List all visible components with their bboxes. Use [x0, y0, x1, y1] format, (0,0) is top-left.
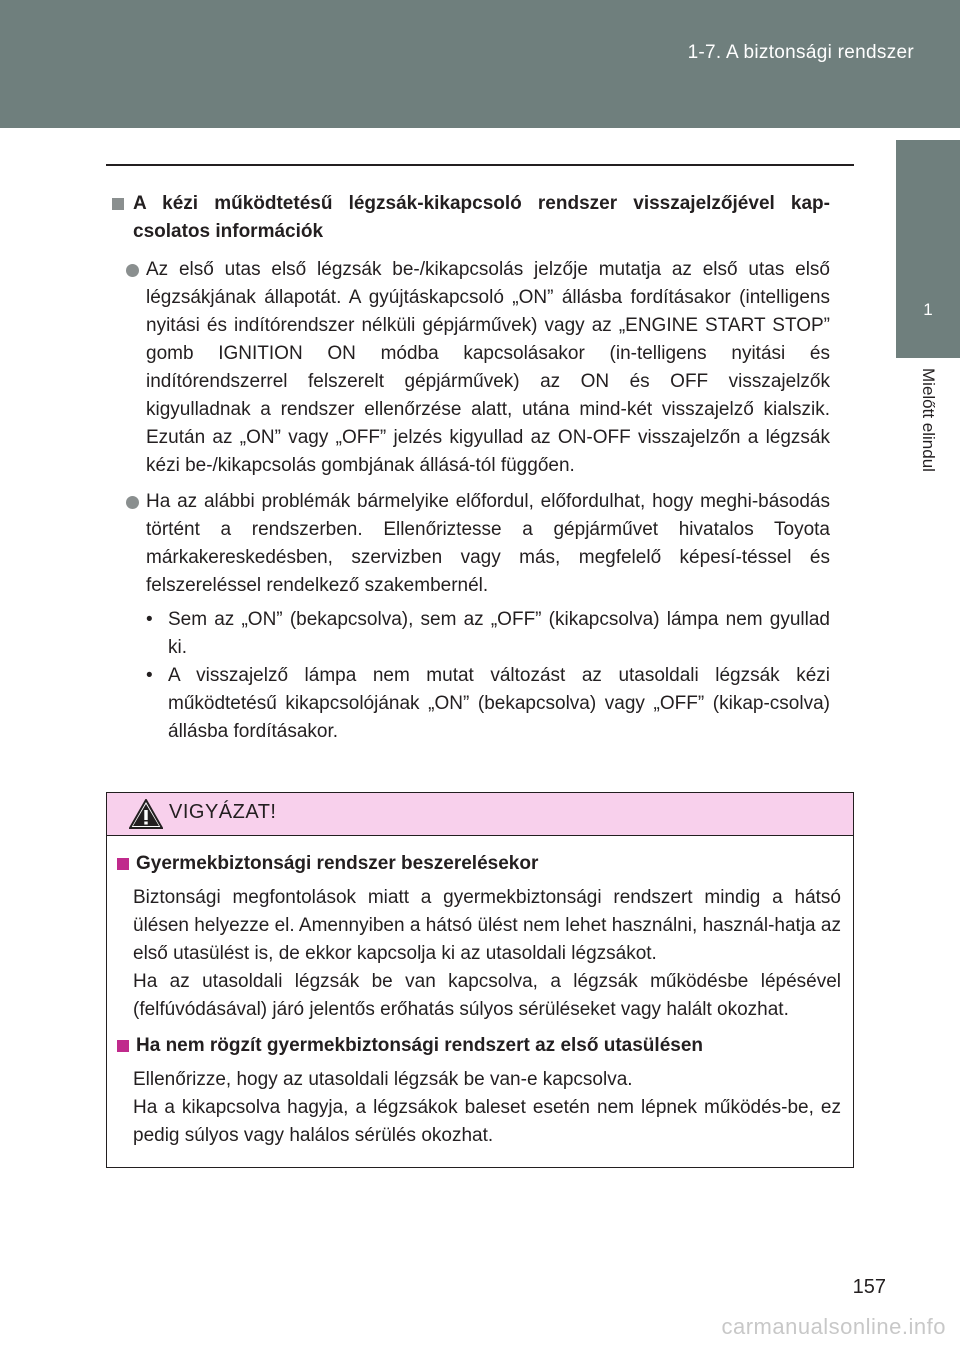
caution-title: VIGYÁZAT!	[169, 801, 277, 823]
watermark: carmanualsonline.info	[721, 1314, 946, 1339]
chapter-label: Mielőtt elindul	[919, 368, 938, 472]
list-item: Ha az alábbi problémák bármelyike előfordul, előfordulhat, hogy meghi-básodás történt a rendszerben. Ellenőriztesse a gépjárművet hivatalos Toyota márkakereskedésben, szervizben vagy más, megfelelő képesí-téssel és felszereléssel rendelkező szakembernél. • Sem az „ON” (bekapcsolva), sem az „OFF” (kikapcsolva) lámpa nem gyullad ki. • A visszajelző lámpa nem mutat változást az utasoldali légzsák kézi működtetésű kikapcsolójának „ON” (bekapcsolva) vagy „OFF” (kikap-csolva) állásba fordításakor.	[126, 488, 830, 746]
circle-bullet-icon	[126, 264, 139, 277]
caution-header	[107, 793, 853, 836]
header-bar	[0, 0, 960, 128]
square-bullet-icon	[112, 198, 124, 210]
list-item: Az első utas első légzsák be-/kikapcsolás jelzője mutatja az első utas első légzsákjának állapotát. A gyújtáskapcsoló „ON” állásba fordításakor (intelligens nyitási és indítórendszer nélküli gépjárművek) vagy az „ENGINE START STOP” gomb IGNITION ON módba kapcsolásakor (in-telligens nyitási és indítórendszerrel felszerelt gépjárművek) az ON és OFF visszajelzők kigyulladnak a rendszer ellenőrzése alatt, utána mind-két visszajelző kialszik. Ezután az „ON” vagy „OFF” jelzés kigyullad az ON-OFF visszajelzőn a légzsák kézi be-/kikapcsolás gombjának állásá-tól függően.	[126, 256, 830, 480]
problem-list	[146, 606, 830, 746]
caution-body	[107, 836, 853, 1150]
chapter-number: 1	[923, 300, 933, 319]
square-bullet-icon	[117, 1040, 129, 1052]
circle-bullet-icon	[126, 496, 139, 509]
sub-list-item: • Sem az „ON” (bekapcsolva), sem az „OFF” (kikapcsolva) lámpa nem gyullad ki.	[146, 609, 830, 658]
caution-box	[106, 792, 854, 1168]
main-content	[110, 190, 830, 754]
page-number: 157	[852, 1276, 886, 1298]
caution-text: Biztonsági megfontolások miatt a gyermekbiztonsági rendszert mindig a hátsó ülésen helyezze el. Amennyiben a hátsó ülést nem lehet használni, használ-hatja az első utasülést is, de ekkor kapcsolja ki az utasoldali légzsákot. Ha az utasoldali légzsák be van kapcsolva, a légzsák működésbe lépésével (felfúvódásával) járó jelentős erőhatás súlyos sérüléseket vagy halált okozhat.	[133, 887, 841, 1020]
caution-heading: Gyermekbiztonsági rendszer beszerelésekor	[115, 850, 841, 878]
warning-icon	[129, 799, 163, 829]
sub-list-item: • A visszajelző lámpa nem mutat változást az utasoldali légzsák kézi működtetésű kikapcsolójának „ON” (bekapcsolva) vagy „OFF” (kikap-csolva) állásba fordításakor.	[146, 665, 830, 742]
caution-heading: Ha nem rögzít gyermekbiztonsági rendszert az első utasülésen	[115, 1032, 841, 1060]
square-bullet-icon	[117, 858, 129, 870]
chapter-tab	[896, 140, 960, 358]
top-rule	[106, 164, 854, 166]
section-title: 1-7. A biztonsági rendszer	[687, 42, 914, 63]
section-heading: A kézi működtetésű légzsák-kikapcsoló rendszer visszajelzőjével kap-csolatos információk	[110, 190, 830, 246]
caution-text: Ellenőrizze, hogy az utasoldali légzsák be van-e kapcsolva. Ha a kikapcsolva hagyja, a légzsákok baleset esetén nem lépnek működés-be, ez pedig súlyos vagy halálos sérülés okozhat.	[133, 1069, 841, 1146]
